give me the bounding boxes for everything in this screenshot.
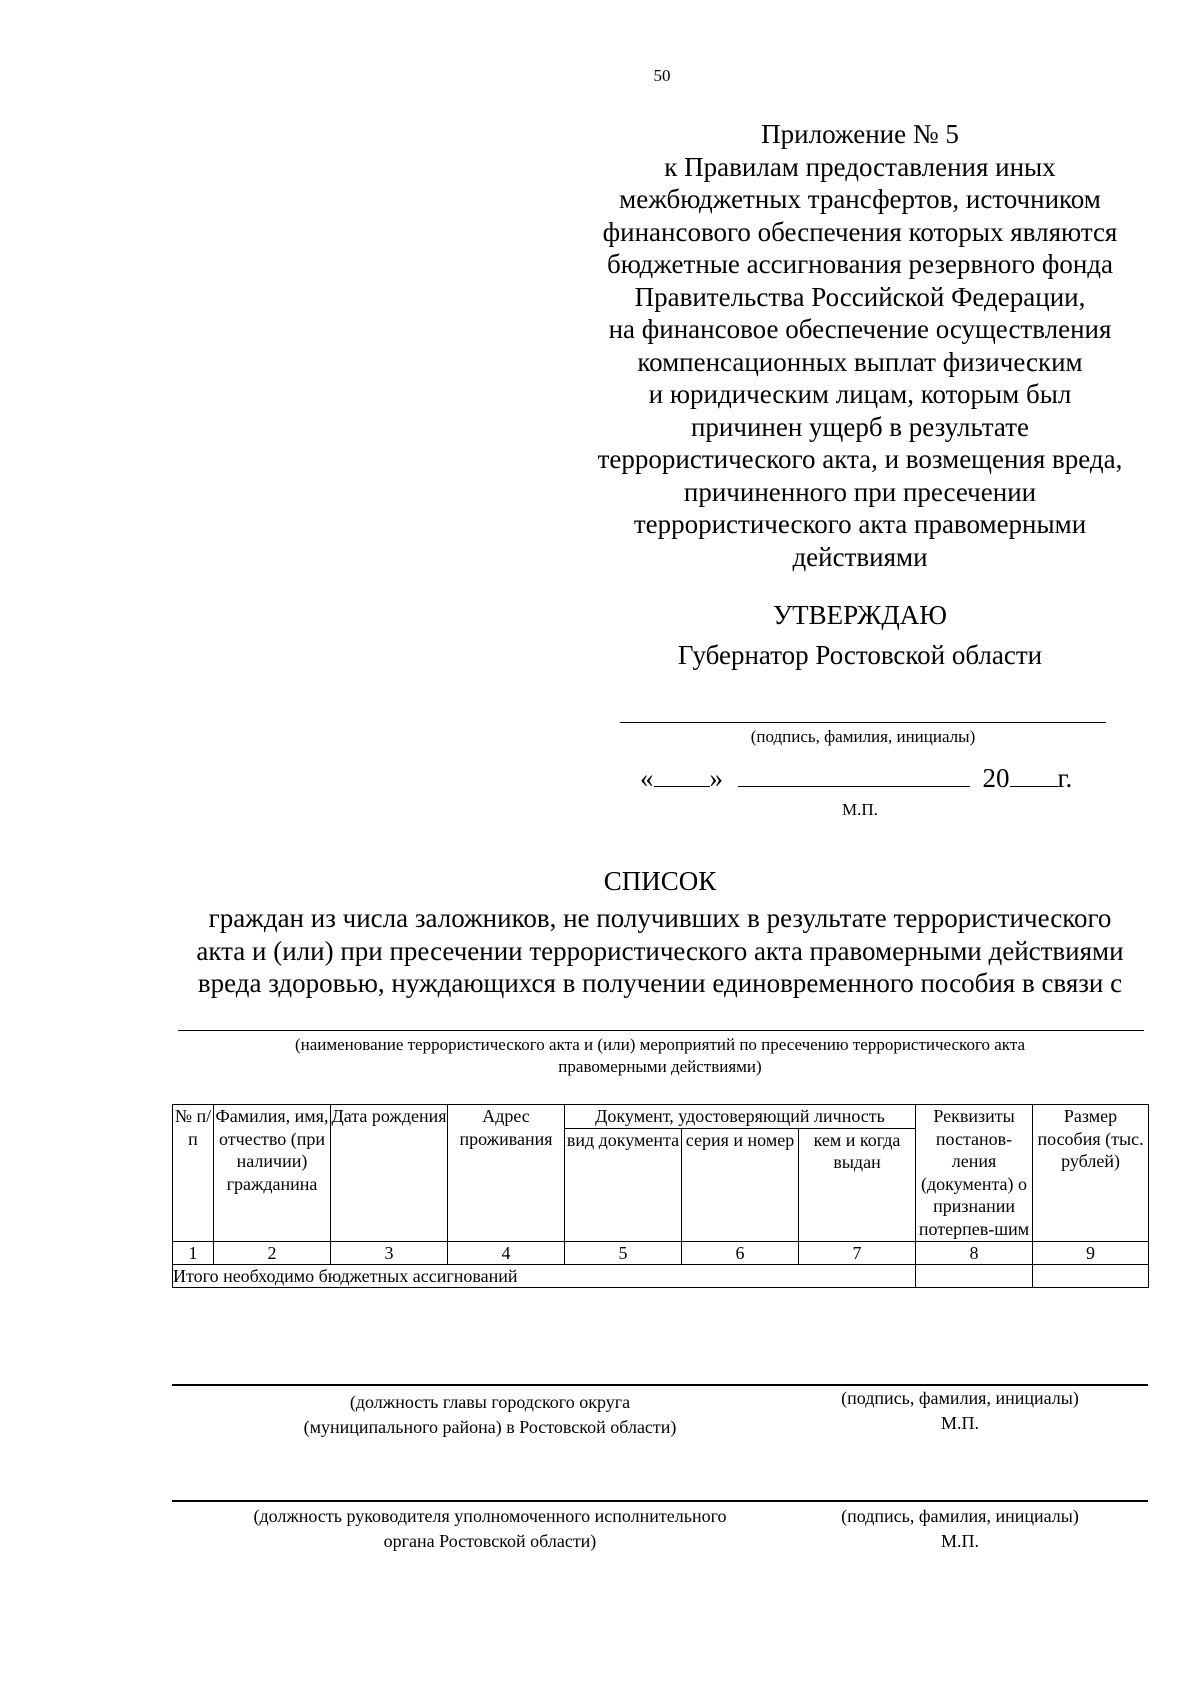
appendix-line: межбюджетных трансфертов, источником <box>619 184 1101 214</box>
event-caption-line: (наименование террористического акта и (или) мероприятий по пресечению террористического акта <box>294 1035 1026 1054</box>
appendix-line: к Правилам предоставления иных <box>664 151 1056 182</box>
total-decision-cell[interactable] <box>916 1264 1033 1288</box>
header-amount: Размер пособия (тыс. рублей) <box>1033 1105 1149 1242</box>
recipients-table <box>172 1104 1149 1288</box>
appendix-line: причинен ущерб в результате <box>690 411 1029 442</box>
list-description-line: вреда здоровью, нуждающихся в получении единовременного пособия в связи с <box>197 968 1123 998</box>
header-num: № п/п <box>173 1105 214 1242</box>
caption-line: (должность руководителя уполномоченного исполнительного <box>253 1506 727 1526</box>
column-number: 5 <box>565 1241 682 1264</box>
list-description <box>170 902 1150 1000</box>
header-address: Адрес проживания <box>448 1105 565 1242</box>
column-number: 7 <box>799 1241 916 1264</box>
appendix-line: причиненного при пресечении <box>683 476 1037 507</box>
caption-line: органа Ростовской области) <box>383 1531 597 1551</box>
appendix-line: террористического акта, и возмещения вреда, <box>597 444 1123 474</box>
appendix-line: действиями <box>792 541 928 572</box>
date-year-suffix: г. <box>1057 763 1073 793</box>
column-number: 4 <box>448 1241 565 1264</box>
authority-signature-caption <box>820 1504 1100 1554</box>
appendix-line: Правительства Российской Федерации, <box>634 281 1086 312</box>
table-column-numbers-row <box>173 1241 1149 1264</box>
column-number: 8 <box>916 1241 1033 1264</box>
month-blank[interactable] <box>738 762 970 787</box>
total-amount-cell[interactable] <box>1033 1264 1149 1288</box>
table-total-row <box>173 1264 1149 1288</box>
appendix-line: финансового обеспечения которых являются <box>602 216 1118 247</box>
day-blank[interactable] <box>654 762 710 787</box>
approval-title: УТВЕРЖДАЮ <box>772 600 948 630</box>
total-label: Итого необходимо бюджетных ассигнований <box>173 1264 916 1288</box>
approval-position: Губернатор Ростовской области <box>677 640 1043 670</box>
approval-signature-caption: (подпись, фамилия, инициалы) <box>750 727 976 746</box>
header-doc-issued: кем и когда выдан <box>799 1128 916 1241</box>
event-caption-line: правомерными действиями) <box>558 1057 762 1076</box>
column-number: 6 <box>682 1241 799 1264</box>
approval-date-line <box>640 762 1100 794</box>
stamp-label: М.П. <box>940 1531 979 1551</box>
appendix-line: Приложение № 5 <box>761 119 959 149</box>
caption-line: (подпись, фамилия, инициалы) <box>841 1506 1079 1526</box>
caption-line: (подпись, фамилия, инициалы) <box>841 1388 1079 1408</box>
signature-line-authority[interactable] <box>172 1500 1148 1502</box>
list-description-line: акта и (или) при пресечении террористического акта правомерными действиями <box>196 935 1124 966</box>
year-blank[interactable] <box>1010 762 1058 787</box>
head-position-caption <box>200 1390 780 1440</box>
appendix-line: и юридическим лицам, которым был <box>648 379 1072 409</box>
list-description-line: граждан из числа заложников, не получивших в результате террористического <box>208 903 1112 933</box>
header-doc-type: вид документа <box>565 1128 682 1241</box>
list-title: СПИСОК <box>603 866 717 896</box>
approval-stamp: М.П. <box>842 800 878 819</box>
column-number: 9 <box>1033 1241 1149 1264</box>
appendix-line: компенсационных выплат физическим <box>637 346 1083 377</box>
appendix-heading <box>570 118 1150 573</box>
page-number: 50 <box>653 66 671 85</box>
header-doc-series: серия и номер <box>682 1128 799 1241</box>
caption-line: (должность главы городского округа <box>349 1392 631 1412</box>
authority-position-caption <box>200 1504 780 1554</box>
event-name-caption <box>200 1034 1120 1078</box>
approval-signature-line <box>620 722 1106 723</box>
table-header-row <box>173 1105 1149 1129</box>
column-number: 3 <box>331 1241 448 1264</box>
appendix-line: бюджетные ассигнования резервного фонда <box>606 249 1114 279</box>
header-birth: Дата рождения <box>331 1105 448 1242</box>
header-name: Фамилия, имя, отчество (при наличии) гражданина <box>214 1105 331 1242</box>
date-year-prefix: 20 <box>982 763 1010 793</box>
head-signature-caption <box>820 1386 1100 1436</box>
date-open-quote: « <box>640 763 654 793</box>
appendix-line: на финансовое обеспечение осуществления <box>608 314 1112 344</box>
appendix-line: террористического акта правомерными <box>633 509 1087 539</box>
stamp-label: М.П. <box>940 1413 979 1433</box>
date-close-quote: » <box>709 763 723 793</box>
column-number: 1 <box>173 1241 214 1264</box>
caption-line: (муниципального района) в Ростовской области) <box>303 1417 677 1437</box>
header-decision: Реквизиты постанов-ления (документа) о признании потерпев-шим <box>916 1105 1033 1242</box>
event-name-line[interactable] <box>178 1030 1144 1031</box>
header-document-group: Документ, удостоверяющий личность <box>565 1105 916 1129</box>
column-number: 2 <box>214 1241 331 1264</box>
